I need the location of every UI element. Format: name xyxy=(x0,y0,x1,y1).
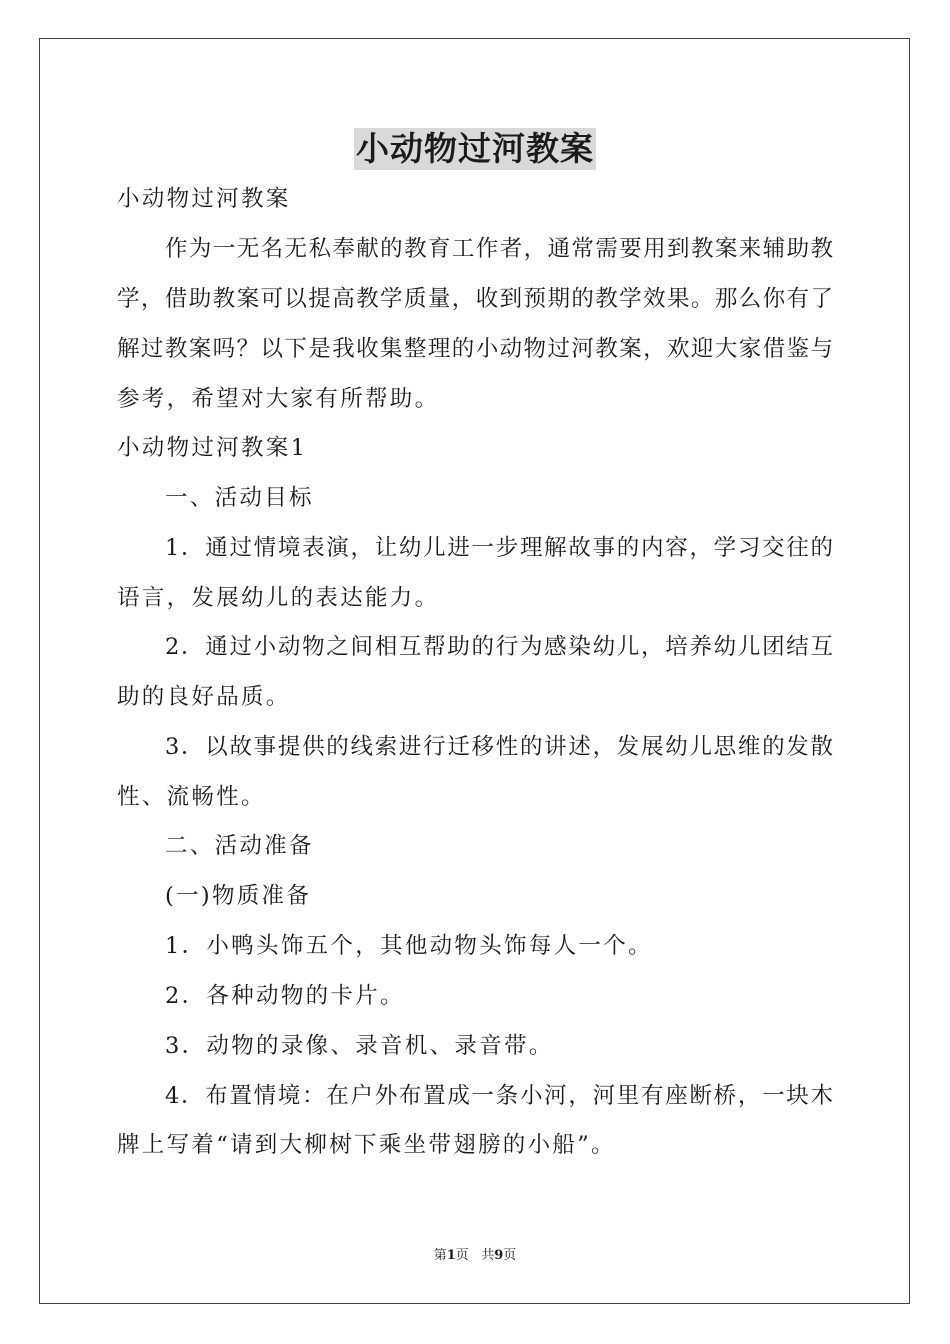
title-wrap xyxy=(0,128,950,170)
list-item: 1．小鸭头饰五个，其他动物头饰每人一个。 xyxy=(165,933,653,959)
list-item: 2．各种动物的卡片。 xyxy=(165,983,405,1009)
paragraph-line: 1．通过情境表演，让幼儿进一步理解故事的内容，学习交往的 xyxy=(165,535,833,561)
paragraph-line: 性、流畅性。 xyxy=(117,784,266,810)
footer-total-pages: 9 xyxy=(494,1248,504,1263)
page-footer xyxy=(0,1244,950,1263)
paragraph-line: 3．以故事提供的线索进行迁移性的讲述，发展幼儿思维的发散 xyxy=(165,734,833,760)
list-item: 3．动物的录像、录音机、录音带。 xyxy=(165,1033,554,1059)
subtitle-line: 小动物过河教案 xyxy=(117,186,291,212)
paragraph-line: 学，借助教案可以提高教学质量，收到预期的教学效果。那么你有了 xyxy=(117,286,833,312)
paragraph-line: 解过教案吗？以下是我收集整理的小动物过河教案，欢迎大家借鉴与 xyxy=(117,336,833,362)
paragraph-line: 语言，发展幼儿的表达能力。 xyxy=(117,585,440,611)
paragraph-line: 牌上写着“请到大柳树下乘坐带翅膀的小船”。 xyxy=(117,1132,616,1158)
paragraph-line: 作为一无名无私奉献的教育工作者，通常需要用到教案来辅助教 xyxy=(165,236,833,262)
paragraph-line: 参考，希望对大家有所帮助。 xyxy=(117,386,440,412)
paragraph-line: 2．通过小动物之间相互帮助的行为感染幼儿，培养幼儿团结互 xyxy=(165,634,833,660)
section-heading: 二、活动准备 xyxy=(165,833,314,859)
footer-total-suffix: 页 xyxy=(503,1248,517,1263)
footer-page-number: 1 xyxy=(446,1248,456,1263)
footer-total-prefix: 共 xyxy=(481,1248,495,1263)
paragraph-line: 助的良好品质。 xyxy=(117,684,291,710)
subsection-heading: (一)物质准备 xyxy=(165,883,312,909)
footer-page-prefix: 第 xyxy=(433,1248,447,1263)
page-border xyxy=(39,38,910,1304)
section-heading: 小动物过河教案1 xyxy=(117,435,308,461)
document-title: 小动物过河教案 xyxy=(356,129,594,168)
footer-page-suffix: 页 xyxy=(455,1248,469,1263)
list-item: 4．布置情境：在户外布置成一条小河，河里有座断桥，一块木 xyxy=(165,1083,833,1109)
section-heading: 一、活动目标 xyxy=(165,485,314,511)
